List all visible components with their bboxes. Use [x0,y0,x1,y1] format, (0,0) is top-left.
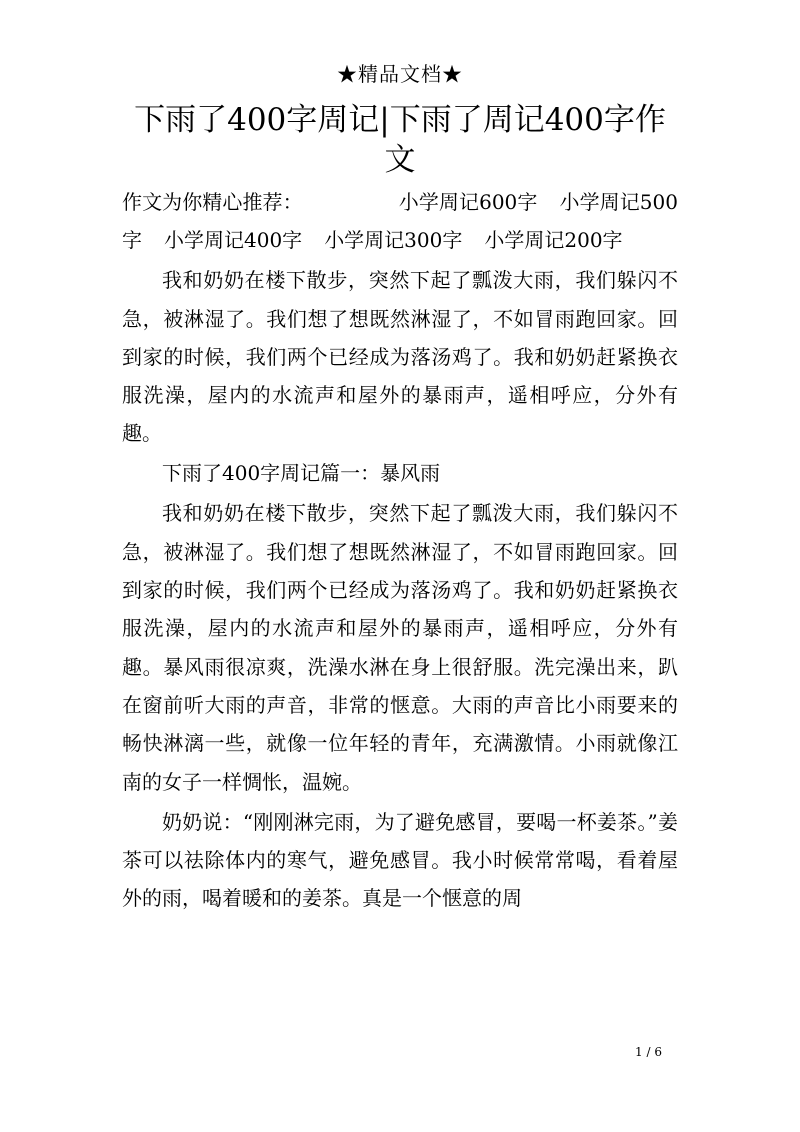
paragraph: 我和奶奶在楼下散步，突然下起了瓢泼大雨，我们躲闪不急，被淋湿了。我们想了想既然淋湿了，不如冒雨跑回家。回到家的时候，我们两个已经成为落汤鸡了。我和奶奶赶紧换衣服洗澡，屋内的水流声和屋外的暴雨声，遥相呼应，分外有趣。 [122,268,678,446]
section-heading: 下雨了400字周记篇一：暴风雨 [162,461,441,486]
recommend-link-500[interactable]: 小学周记500字 [122,190,678,253]
page-number: 1 / 6 [635,1045,662,1059]
recommend-line [122,183,678,260]
paragraph: 奶奶说：“刚刚淋完雨，为了避免感冒，要喝一杯姜茶。”姜茶可以祛除体内的寒气，避免感冒。我小时候常常喝，看着屋外的雨，喝着暖和的姜茶。真是一个惬意的周 [122,809,678,911]
document-title: 下雨了400字周记|下雨了周记400字作文 [134,102,666,178]
recommend-link-600[interactable]: 小学周记600字 [398,190,538,214]
header-note: ★精品文档★ [337,62,463,86]
recommend-link-200[interactable]: 小学周记200字 [484,228,623,253]
document-body [122,183,678,919]
paragraph: 我和奶奶在楼下散步，突然下起了瓢泼大雨，我们躲闪不急，被淋湿了。我们想了想既然淋湿了，不如冒雨跑回家。回到家的时候，我们两个已经成为落汤鸡了。我和奶奶赶紧换衣服洗澡，屋内的水流声和屋外的暴雨声，遥相呼应，分外有趣。暴风雨很凉爽，洗澡水淋在身上很舒服。洗完澡出来，趴在窗前听大雨的声音，非常的惬意。大雨的声音比小雨要来的畅快淋漓一些，就像一位年轻的青年，充满激情。小雨就像江南的女子一样惆怅，温婉。 [122,501,678,794]
recommend-lead: 作文为你精心推荐： [122,190,303,214]
recommend-link-400[interactable]: 小学周记400字 [164,228,303,253]
recommend-link-300[interactable]: 小学周记300字 [324,228,463,253]
